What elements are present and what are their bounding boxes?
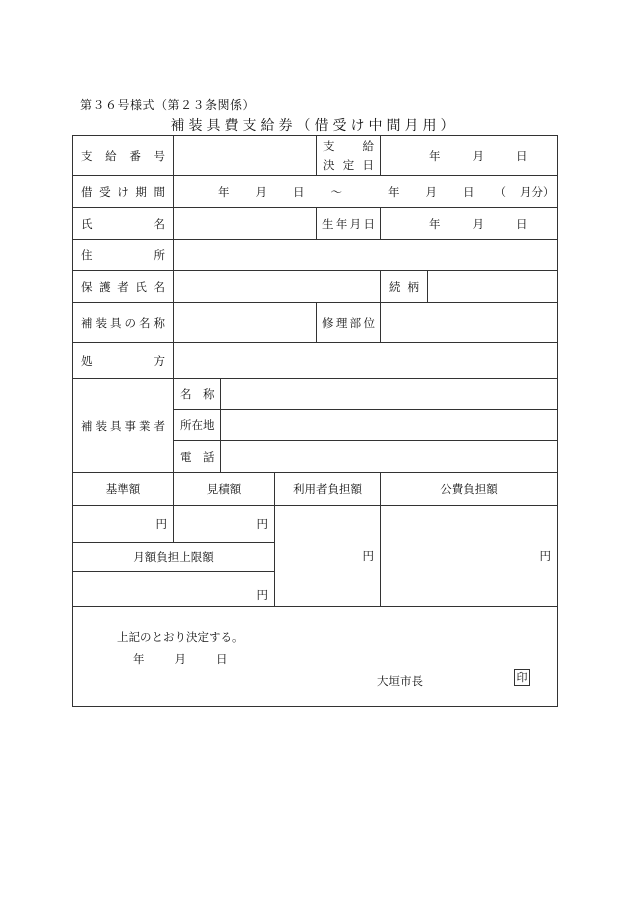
- rental-period-value[interactable]: 年 月 日 ～ 年 月 日 （ 月分）: [174, 176, 558, 208]
- decision-block: [73, 607, 558, 707]
- label-decision-date-2: 決定日: [323, 157, 375, 172]
- form-number: 第３６号様式（第２３条関係）: [80, 98, 256, 112]
- estimate-amount-value[interactable]: 円: [174, 506, 275, 543]
- row-name: [73, 208, 558, 240]
- name-value[interactable]: [174, 208, 317, 240]
- provider-location-value[interactable]: [221, 410, 558, 441]
- label-provider-name: 名 称: [174, 379, 221, 410]
- row-amount-values: [73, 506, 558, 543]
- row-provider-name: [73, 379, 558, 410]
- form-title: 補装具費支給券（借受け中間月用）: [170, 118, 459, 134]
- label-standard-amount: 基準額: [73, 473, 174, 506]
- provider-phone-value[interactable]: [221, 441, 558, 473]
- label-prescription: 処方: [73, 343, 174, 379]
- decision-date-value[interactable]: 年 月 日: [381, 136, 558, 176]
- label-repair-part: 修理部位: [317, 303, 381, 343]
- label-estimate-amount: 見積額: [174, 473, 275, 506]
- row-address: [73, 240, 558, 271]
- label-provider-phone: 電 話: [174, 441, 221, 473]
- voucher-table: [72, 135, 558, 707]
- label-device-name: 補装具の名称: [73, 303, 174, 343]
- row-payment-number: [73, 136, 558, 176]
- birth-date-value[interactable]: 年 月 日: [381, 208, 558, 240]
- label-guardian-name: 保護者氏名: [73, 271, 174, 303]
- public-burden-value[interactable]: 円: [381, 506, 558, 607]
- label-decision-date: [317, 136, 381, 176]
- payment-number-value[interactable]: [174, 136, 317, 176]
- user-burden-value[interactable]: 円: [275, 506, 381, 607]
- label-name: 氏名: [73, 208, 174, 240]
- label-user-burden: 利用者負担額: [275, 473, 381, 506]
- label-payment-number: 支給番号: [73, 136, 174, 176]
- provider-name-value[interactable]: [221, 379, 558, 410]
- row-prescription: [73, 343, 558, 379]
- decision-text: 上記のとおり決定する。: [117, 630, 244, 644]
- seal-mark[interactable]: 印: [514, 669, 530, 686]
- label-public-burden: 公費負担額: [381, 473, 558, 506]
- decision-footer-date[interactable]: 年 月 日: [133, 652, 228, 666]
- row-amount-headers: [73, 473, 558, 506]
- address-value[interactable]: [174, 240, 558, 271]
- device-name-value[interactable]: [174, 303, 317, 343]
- standard-amount-value[interactable]: 円: [73, 506, 174, 543]
- label-provider: 補装具事業者: [73, 379, 174, 473]
- repair-part-value[interactable]: [381, 303, 558, 343]
- label-rental-period: 借受け期間: [73, 176, 174, 208]
- row-device: [73, 303, 558, 343]
- monthly-cap-value[interactable]: 円: [73, 572, 275, 607]
- row-decision: [73, 607, 558, 707]
- label-monthly-cap: 月額負担上限額: [73, 543, 275, 572]
- prescription-value[interactable]: [174, 343, 558, 379]
- label-relationship: 続柄: [381, 271, 428, 303]
- label-provider-location: 所在地: [174, 410, 221, 441]
- label-address: 住所: [73, 240, 174, 271]
- relationship-value[interactable]: [428, 271, 558, 303]
- row-rental-period: [73, 176, 558, 208]
- row-guardian: [73, 271, 558, 303]
- guardian-name-value[interactable]: [174, 271, 381, 303]
- mayor-title: 大垣市長: [377, 674, 423, 688]
- label-decision-date-1: 支 給: [323, 138, 375, 153]
- label-birth-date: 生年月日: [317, 208, 381, 240]
